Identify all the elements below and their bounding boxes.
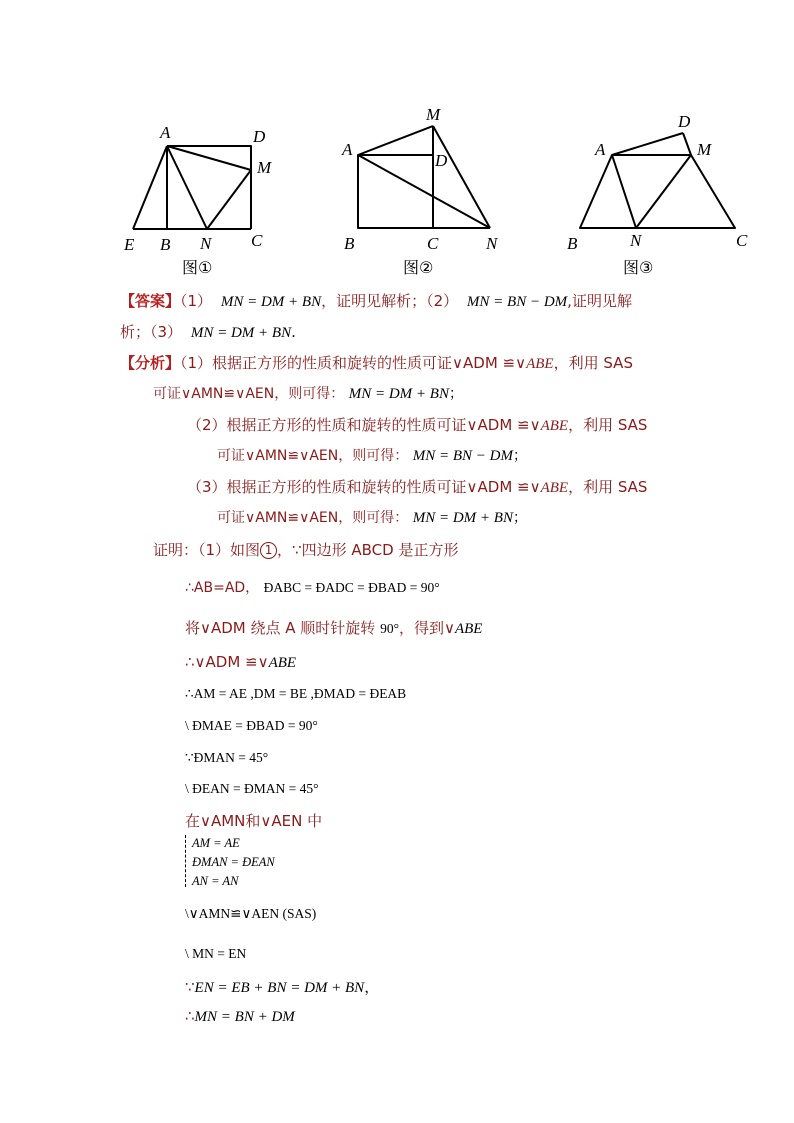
fig3-label-B: B: [567, 234, 578, 253]
figure-1: [133, 146, 251, 229]
proof-step-1-b: ÐABC = ÐADC = ÐBAD = 90°: [263, 580, 440, 595]
analysis-1-formula: MN = DM + BN: [348, 386, 449, 402]
proof-intro-b: ，∵四边形 ABCD 是正方形: [277, 541, 459, 559]
circled-one-icon: [260, 542, 277, 559]
figure-2: [358, 126, 490, 228]
proof-step-3-abe: ABE: [268, 655, 297, 671]
proof-step-9: \∨AMN≌∨AEN (SAS): [185, 906, 317, 921]
analysis-3-abe: ABE: [540, 480, 569, 496]
proof-step-2-abe: ABE: [454, 621, 483, 637]
analysis-2-sas: ，利用 SAS: [568, 416, 648, 434]
brace-line-1: AM = AE: [192, 836, 240, 850]
fig1-caption: 图①: [182, 258, 213, 277]
fig2-label-C: C: [427, 234, 439, 253]
answer-end: .: [291, 323, 296, 341]
fig1-label-C: C: [251, 231, 263, 250]
fig1-label-A: A: [160, 123, 171, 142]
proof-step-1-a: ∴AB=AD，: [185, 580, 260, 596]
fig1-MN: [207, 170, 251, 229]
analysis-3-formula: MN = DM + BN: [412, 510, 513, 526]
proof-step-12-a: ∴: [185, 1007, 195, 1025]
answer-part1-text: ，证明见解析；（2）: [321, 292, 459, 310]
fig2-caption: 图②: [403, 258, 434, 277]
fig3-MN: [636, 155, 691, 228]
fig1-AM: [167, 146, 251, 170]
fig2-AM: [358, 126, 433, 155]
fig3-AD: [612, 133, 683, 155]
brace-line-2: ÐMAN = ÐEAN: [192, 855, 275, 869]
analysis-tag: 【分析】: [120, 354, 181, 372]
fig1-label-D: D: [253, 127, 266, 146]
answer-part1-num: （1）: [180, 292, 213, 310]
proof-step-1: [185, 577, 440, 597]
proof-step-7: \ ÐEAN = ÐMAN = 45°: [185, 781, 319, 796]
analysis-2-conclusion: 可证∨AMN≌∨AEN，则可得：: [217, 448, 409, 464]
analysis-1-end: ；: [448, 386, 463, 402]
fig1-label-E: E: [124, 235, 135, 254]
proof-step-11-formula: EN = EB + BN = DM + BN: [194, 980, 365, 996]
proof-step-10: \ MN = EN: [185, 946, 247, 961]
analysis-2-text: （2）根据正方形的性质和旋转的性质可证∨ADM ≌∨: [187, 416, 541, 434]
fig3-label-D: D: [678, 112, 691, 131]
proof-step-3-a: ∴∨ADM ≌∨: [185, 653, 269, 671]
analysis-3-conclusion: 可证∨AMN≌∨AEN，则可得：: [217, 510, 409, 526]
analysis-3-text: （3）根据正方形的性质和旋转的性质可证∨ADM ≌∨: [187, 478, 541, 496]
proof-step-2: [185, 617, 482, 638]
fig3-label-A: A: [595, 140, 606, 159]
fig2-label-A: A: [342, 140, 353, 159]
analysis-1-sas: ，利用 SAS: [553, 354, 633, 372]
analysis-3-end: ；: [512, 510, 527, 526]
answer-line2-text: 析；（3）: [120, 323, 183, 341]
proof-step-11-a: ∵: [185, 978, 195, 996]
analysis-2-end: ；: [512, 448, 527, 464]
fig3-label-C: C: [736, 231, 748, 250]
analysis-1-abe: ABE: [526, 356, 554, 372]
analysis-3-sas: ，利用 SAS: [568, 478, 648, 496]
proof-step-2-c: ，得到∨: [399, 619, 455, 637]
analysis-2-abe: ABE: [540, 418, 569, 434]
proof-intro-a: 证明：（1）如图: [153, 541, 261, 559]
fig3-AN: [612, 155, 636, 228]
fig3-DM: [683, 133, 691, 155]
proof-step-2-a: 将∨ADM 绕点 A 顺时针旋转: [185, 619, 376, 637]
figure-diagrams: [0, 0, 794, 280]
analysis-1-line-2: [153, 383, 463, 403]
answer-formula-2: MN = BN − DM: [466, 294, 568, 310]
proof-step-6: ∵ÐMAN = 45°: [185, 750, 269, 765]
answer-line-2: [120, 321, 296, 342]
proof-step-11: [185, 976, 379, 997]
proof-intro: [153, 539, 458, 560]
brace-line-3: AN = AN: [192, 874, 239, 888]
fig3-label-N: N: [630, 231, 642, 250]
system-brace: [185, 835, 189, 887]
fig1-AE: [133, 146, 167, 229]
fig3-caption: 图③: [623, 258, 654, 277]
fig1-label-B: B: [160, 235, 171, 254]
fig2-label-D: D: [435, 151, 448, 170]
fig1-AN: [167, 146, 207, 229]
proof-step-8: 在∨AMN和∨AEN 中: [185, 812, 323, 830]
fig2-label-B: B: [344, 234, 355, 253]
answer-tag: 【答案】: [120, 292, 181, 310]
proof-step-12: [185, 1007, 295, 1026]
analysis-1-line-1: [120, 352, 633, 373]
fig1-label-N: N: [200, 234, 212, 253]
answer-part2-text: ,证明见解: [567, 292, 632, 310]
answer-formula-1: MN = DM + BN: [220, 294, 322, 310]
answer-formula-3: MN = DM + BN: [190, 325, 292, 341]
proof-step-4: ∴AM = AE ,DM = BE ,ÐMAD = ÐEAB: [185, 686, 407, 701]
analysis-3-line-2: [217, 507, 527, 527]
analysis-2-line-1: [187, 414, 647, 435]
proof-step-5: \ ÐMAE = ÐBAD = 90°: [185, 718, 318, 733]
fig3-label-M: M: [697, 140, 712, 159]
circled-one-label: 1: [264, 543, 273, 557]
proof-step-2-angle: 90°: [380, 621, 399, 636]
fig2-label-N: N: [486, 234, 498, 253]
fig1-label-M: M: [257, 158, 272, 177]
analysis-2-line-2: [217, 445, 527, 465]
fig2-label-M: M: [426, 105, 441, 124]
proof-step-11-c: ，: [364, 978, 380, 996]
analysis-1-conclusion: 可证∨AMN≌∨AEN，则可得：: [153, 386, 345, 402]
analysis-2-formula: MN = BN − DM: [412, 448, 513, 464]
answer-line-1: [120, 290, 632, 311]
analysis-3-line-1: [187, 476, 647, 497]
proof-step-12-formula: MN = BN + DM: [194, 1009, 295, 1025]
analysis-1-text: （1）根据正方形的性质和旋转的性质可证∨ADM ≌∨: [180, 354, 527, 372]
fig2-square: [358, 155, 433, 228]
proof-step-3: [185, 653, 296, 672]
fig3-trapezoid: [580, 155, 735, 228]
